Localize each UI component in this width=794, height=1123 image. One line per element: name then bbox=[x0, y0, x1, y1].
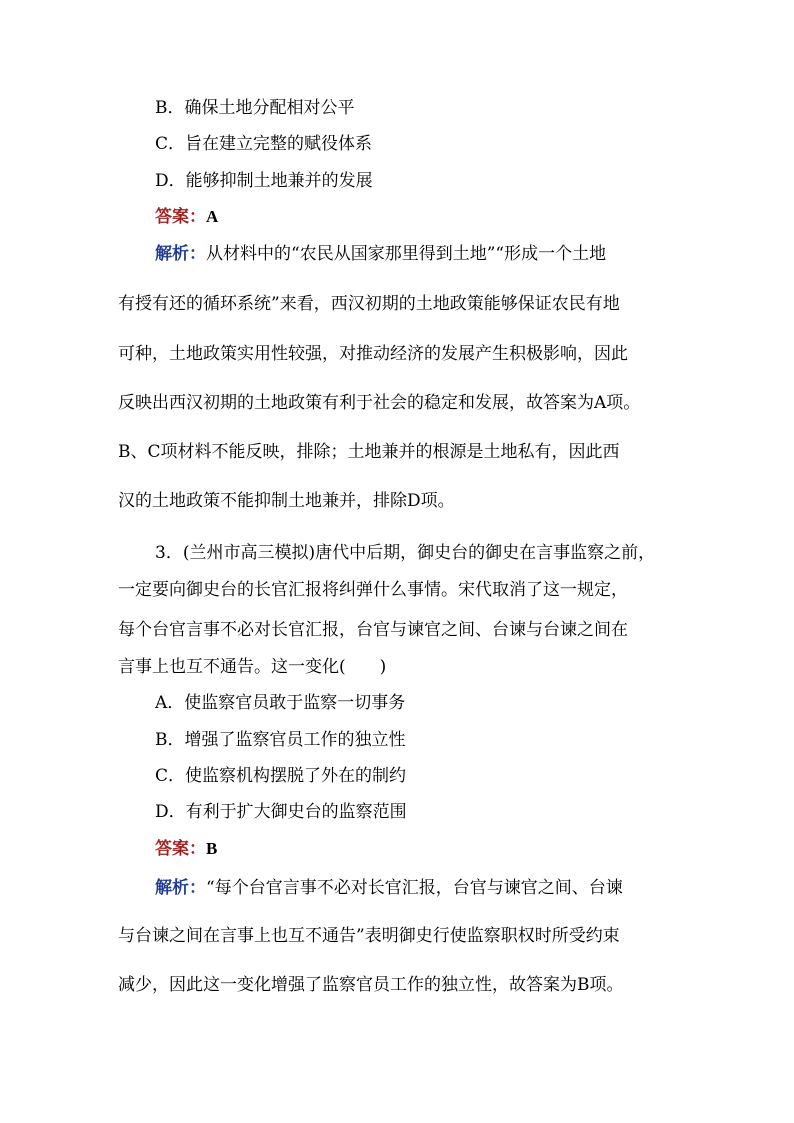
q3-option-d: D．有利于扩大御史台的监察范围 bbox=[155, 802, 407, 822]
q3-stem-line-3: 每个台官言事不必对长官汇报，台官与谏官之间、台谏与台谏之间在 bbox=[118, 620, 628, 640]
q3-analysis-line-2: 与台谏之间在言事上也互不通告”表明御史行使监察职权时所受约束 bbox=[118, 926, 620, 946]
q3-answer-value: B bbox=[206, 839, 218, 858]
q2-option-c: C．旨在建立完整的赋役体系 bbox=[155, 134, 373, 154]
q3-analysis-line-1 bbox=[155, 877, 623, 899]
q3-option-c: C．使监察机构摆脱了外在的制约 bbox=[155, 766, 407, 786]
q2-analysis-text-1: 从材料中的“农民从国家那里得到土地”“形成一个土地 bbox=[206, 244, 607, 264]
q2-answer-label: 答案： bbox=[155, 207, 206, 227]
q2-analysis-line-2: 有授有还的循环系统”来看，西汉初期的土地政策能够保证农民有地 bbox=[118, 294, 620, 314]
q2-analysis-line-6: 汉的土地政策不能抑制土地兼并，排除D项。 bbox=[118, 491, 455, 511]
q3-stem-line-4: 言事上也互不通告。这一变化( ) bbox=[118, 657, 387, 677]
q2-analysis-line-3: 可种，土地政策实用性较强，对推动经济的发展产生积极影响，因此 bbox=[118, 344, 628, 364]
q3-option-a: A．使监察官员敢于监察一切事务 bbox=[155, 693, 406, 713]
q2-option-b: B．确保土地分配相对公平 bbox=[155, 98, 355, 118]
q2-answer bbox=[155, 206, 218, 228]
q3-option-b: B．增强了监察官员工作的独立性 bbox=[155, 730, 406, 750]
q2-analysis-label: 解析： bbox=[155, 244, 206, 264]
q2-analysis-line-5: B、C项材料不能反映，排除；土地兼并的根源是土地私有，因此西 bbox=[118, 442, 620, 462]
q3-analysis-line-3: 减少，因此这一变化增强了监察官员工作的独立性，故答案为B项。 bbox=[118, 975, 624, 995]
q3-stem-line-2: 一定要向御史台的长官汇报将纠弹什么事情。宋代取消了这一规定， bbox=[118, 580, 628, 600]
q2-analysis-line-1 bbox=[155, 243, 606, 265]
q2-analysis-line-4: 反映出西汉初期的土地政策有利于社会的稳定和发展，故答案为A项。 bbox=[118, 393, 641, 413]
q3-answer-label: 答案： bbox=[155, 839, 206, 859]
q3-analysis-text-1: “每个台官言事不必对长官汇报，台官与谏官之间、台谏 bbox=[206, 878, 623, 898]
q2-option-d: D．能够抑制土地兼并的发展 bbox=[155, 171, 373, 191]
q3-answer bbox=[155, 838, 217, 860]
q3-analysis-label: 解析： bbox=[155, 878, 206, 898]
q3-stem-line-1: 3．(兰州市高三模拟)唐代中后期，御史台的御史在言事监察之前， bbox=[155, 543, 656, 563]
q2-answer-value: A bbox=[206, 207, 219, 226]
